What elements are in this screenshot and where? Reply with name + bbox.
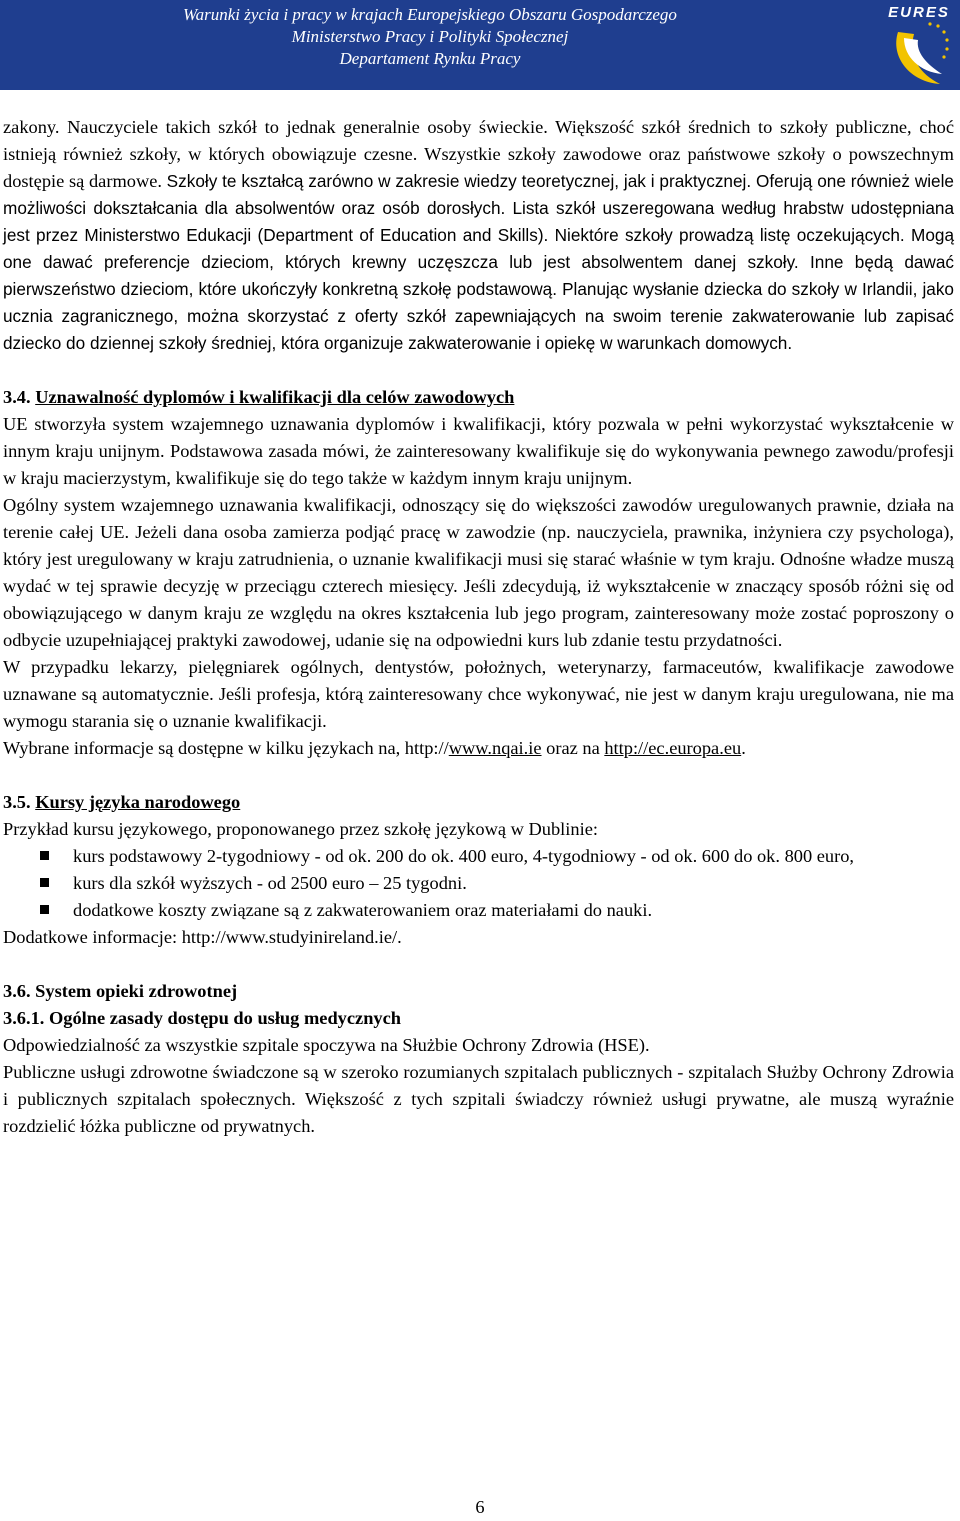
square-bullet-icon xyxy=(40,851,49,860)
section-3-5-heading: 3.5. Kursy języka narodowego xyxy=(3,792,241,812)
link-nqai[interactable]: www.nqai.ie xyxy=(448,738,542,758)
list-item: kurs podstawowy 2-tygodniowy - od ok. 200 do ok. 400 euro, 4-tygodniowy - od ok. 600 do ok. 800 euro, xyxy=(3,843,954,870)
header-title: Warunki życia i pracy w krajach Europejskiego Obszaru Gospodarczego xyxy=(183,5,677,24)
section-3-5-more: Dodatkowe informacje: http://www.studyinireland.ie/. xyxy=(3,927,402,947)
list-item: kurs dla szkół wyższych - od 2500 euro – 25 tygodni. xyxy=(3,870,954,897)
section-3-6-p2: Publiczne usługi zdrowotne świadczone są w szeroko rozumianych szpitalach publicznych - szpitalach Służby Ochrony Zdrowia i publicznych szpitalach społecznych. Większość z tych szpitali świadczy również usługi prywatne, ale muszą wyraźnie rozdzielić łóżka publiczne od prywatnych. xyxy=(3,1062,954,1136)
header-department: Departament Rynku Pracy xyxy=(339,49,521,68)
paragraph-schools-intro: zakony. Nauczyciele takich szkół to jednak generalnie osoby świeckie. Większość szkół średnich to szkoły publiczne, choć istnieją również szkoły, w których obowiązuje czesne. Wszystkie szkoły zawodowe oraz państwowe szkoły o powszechnym dostępie są darmowe. xyxy=(3,117,954,191)
section-3-4-p3: W przypadku lekarzy, pielęgniarek ogólnych, dentystów, położnych, weterynarzy, farmaceutów, kwalifikacje zawodowe uznawane są automatycznie. Jeśli profesja, którą zainteresowany chce wykonywać, nie jest w danym kraju uregulowana, nie ma wymogu starania się o uznanie kwalifikacji. xyxy=(3,657,954,731)
section-3-6-p1: Odpowiedzialność za wszystkie szpitale spoczywa na Służbie Ochrony Zdrowia (HSE). xyxy=(3,1035,650,1055)
square-bullet-icon xyxy=(40,878,49,887)
paragraph-schools-list: Lista szkół uszeregowana według hrabstw udostępniana jest przez Ministerstwo Edukacji (Department of Education and Skills). Niektóre szkoły prowadzą listę oczekujących. Mogą one dawać preferencje dzieciom, których krewny uczęszcza lub jest absolwentem danej szkoły. Inne będą dawać pierwszeństwo dzieciom, które ukończyły konkretną szkołę podstawową. Planując wysłanie dziecka do szkoły w Irlandii, jako ucznia zagranicznego, można skorzystać z oferty szkół zapewniających na swoim terenie zakwaterowanie lub zapisać dziecko do dziennej szkoły średniej, która organizuje zakwaterowanie i opiekę w warunkach domowych. xyxy=(3,198,955,353)
eures-logo-text: EURES xyxy=(888,4,950,21)
section-3-6-heading: 3.6. System opieki zdrowotnej xyxy=(3,981,238,1001)
link-ec-europa[interactable]: http://ec.europa.eu xyxy=(604,738,742,758)
section-3-4-p1: UE stworzyła system wzajemnego uznawania dyplomów i kwalifikacji, który pozwala w pełni wykorzystać wykształcenie w innym kraju unijnym. Podstawowa zasada mówi, że zainteresowany kwalifikuje się do wykonywania pewnego zawodu/profesji w kraju macierzystym, kwalifikuje się do tego także w każdym innym kraju unijnym. xyxy=(3,414,954,488)
course-list xyxy=(3,843,954,924)
section-3-5-intro: Przykład kursu językowego, proponowanego przez szkołę językową w Dublinie: xyxy=(3,819,598,839)
section-3-4-p2: Ogólny system wzajemnego uznawania kwalifikacji, odnoszący się do większości zawodów uregulowanych prawnie, działa na terenie całej UE. Jeżeli dana osoba zamierza podjąć pracę w zawodzie (np. nauczyciela, prawnika, inżyniera czy psychologa), który jest uregulowany w kraju zatrudnienia, o uznanie kwalifikacji musi się starać właśnie w tym kraju. Odnośne władze muszą wydać w tej sprawie decyzję w przeciągu czterech miesięcy. Jeśli zdecydują, iż wykształcenie w znaczący sposób różni się od obowiązującego w danym kraju ze względu na okres kształcenia lub jego program, zainteresowany może zostać poproszony o odbycie uzupełniającej praktyki zawodowej, udanie się na odpowiedni kurs lub zdanie testu przydatności. xyxy=(3,495,954,650)
square-bullet-icon xyxy=(40,905,49,914)
section-3-6-1-heading: 3.6.1. Ogólne zasady dostępu do usług medycznych xyxy=(3,1008,402,1028)
paragraph-schools xyxy=(3,114,954,357)
paragraph-schools-sans: Szkoły te kształcą zarówno w zakresie wiedzy teoretycznej, jak i praktycznej. Oferują one również wiele możliwości dokształcania dla absolwentów oraz osób dorosłych. xyxy=(3,171,954,218)
page-header xyxy=(0,0,960,90)
section-3-4-heading: 3.4. Uznawalność dyplomów i kwalifikacji dla celów zawodowych xyxy=(3,387,515,407)
document-body xyxy=(3,114,954,1140)
header-ministry: Ministerstwo Pracy i Polityki Społecznej xyxy=(291,27,569,46)
section-3-4-p4: Wybrane informacje są dostępne w kilku językach na, http://www.nqai.ie oraz na http://ec.europa.eu. xyxy=(3,738,746,758)
list-item: dodatkowe koszty związane są z zakwaterowaniem oraz materiałami do nauki. xyxy=(3,897,954,924)
page-number: 6 xyxy=(475,1497,485,1517)
eures-logo xyxy=(880,2,958,88)
